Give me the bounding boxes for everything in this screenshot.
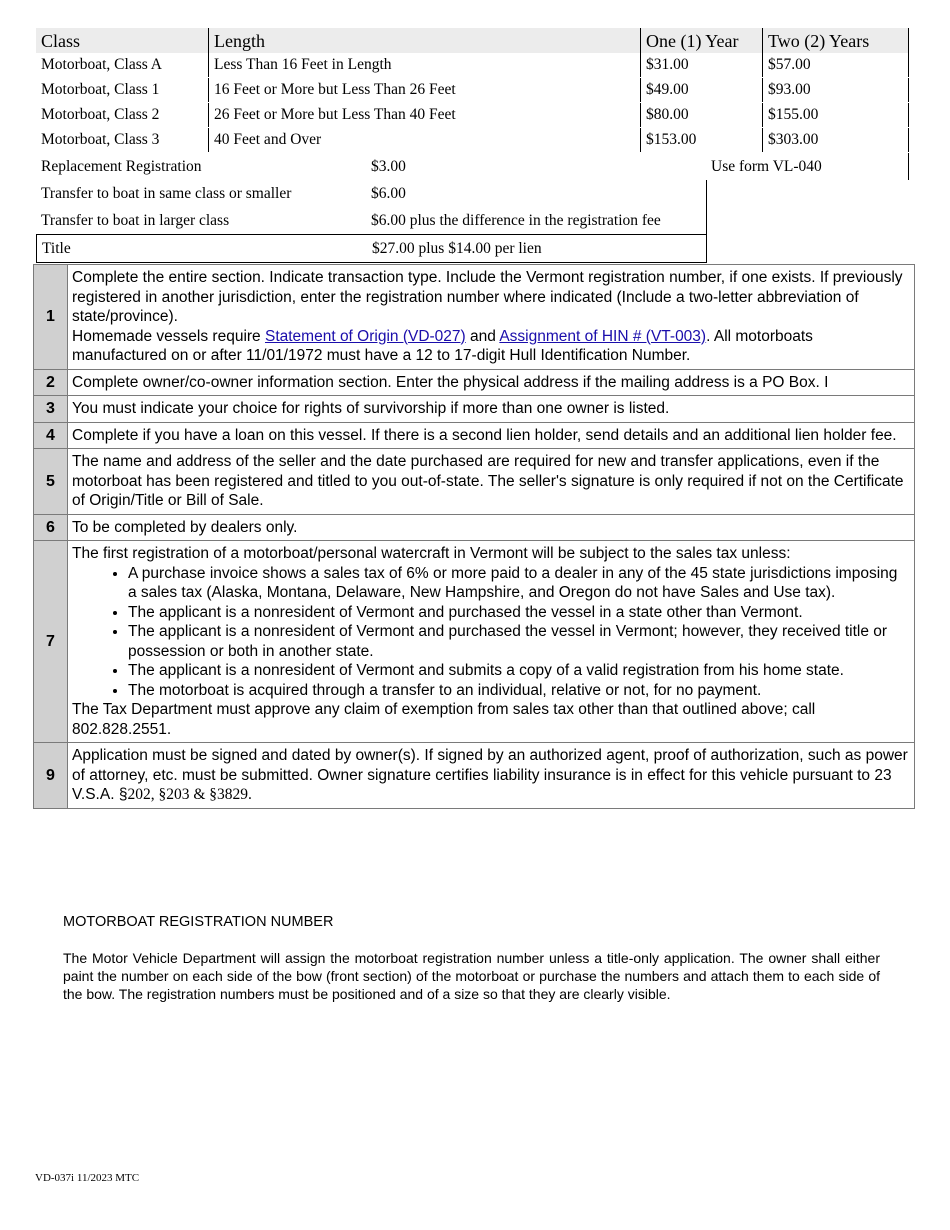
section-number: 1 [34, 265, 68, 370]
list-item: • The applicant is a nonresident of Vermont and purchased the vessel in Vermont; however, they received title or possession or both in another state. [128, 622, 910, 661]
header-class: Class [41, 31, 81, 51]
exemption-list [72, 564, 910, 701]
instruction-text: To be completed by dealers only. [68, 514, 915, 541]
homemade-text: Homemade vessels require [72, 327, 265, 345]
fee-amount: $3.00 [371, 158, 406, 175]
signature-text: Application must be signed and dated by owner(s). If signed by an authorized agent, proof of authorization, such as power of attorney, etc. must be submitted. Owner signature certifies liability insurance is in effect for this vehicle pursuant to 23 V.S.A. § [72, 747, 908, 803]
table-row [36, 53, 909, 77]
one-year-fee: $31.00 [640, 53, 762, 77]
class-cell: Motorboat, Class 1 [41, 81, 160, 98]
instruction-row [34, 369, 915, 396]
instruction-row [34, 743, 915, 809]
fee-amount: $6.00 [371, 185, 406, 202]
registration-number-paragraph: The Motor Vehicle Department will assign the motorboat registration number unless a title-only application. The owner shall either paint the number on each side of the bow (front section) of the motorboat or purchase the numbers and attach them to each side of the bow. The registration numbers must be positioned and of a size so that they are clearly visible. [63, 950, 880, 1002]
instruction-text: The name and address of the seller and the date purchased are required for new and transfer applications, even if the motorboat has been registered and titled to you out-of-state. The seller's signature is only required if not on the Certificate of Origin/Title or Bill of Sale. [68, 449, 915, 515]
one-year-fee: $80.00 [640, 103, 762, 127]
tax-department-note: The Tax Department must approve any claim of exemption from sales tax other than that outlined above; call 802.828.2551. [72, 701, 816, 738]
instruction-text [68, 541, 915, 743]
instruction-text [68, 743, 915, 809]
section-number: 6 [34, 514, 68, 541]
header-one-year: One (1) Year [640, 28, 762, 53]
class-cell: Motorboat, Class 2 [41, 106, 160, 123]
table-row [36, 128, 909, 152]
section-1-text: Complete the entire section. Indicate transaction type. Include the Vermont registration number, if one exists. If previously registered in another jurisdiction, enter the registration number where indicated (Include a two-letter abbreviation of state/province). [72, 269, 903, 325]
fee-note: Use form VL-040 [706, 153, 909, 180]
instruction-row [34, 541, 915, 743]
table-row [36, 207, 707, 234]
two-year-fee: $303.00 [762, 128, 909, 152]
section-number: 9 [34, 743, 68, 809]
one-year-fee: $49.00 [640, 78, 762, 102]
instruction-row [34, 396, 915, 423]
statute-reference: 202, §203 & §3829. [127, 786, 252, 803]
section-number: 5 [34, 449, 68, 515]
two-year-fee: $93.00 [762, 78, 909, 102]
two-year-fee: $57.00 [762, 53, 909, 77]
sales-tax-intro: The first registration of a motorboat/personal watercraft in Vermont will be subject to the sales tax unless: [72, 545, 791, 562]
section-number: 7 [34, 541, 68, 743]
header-two-years: Two (2) Years [762, 28, 909, 53]
section-number: 3 [34, 396, 68, 423]
class-cell: Motorboat, Class 3 [41, 131, 160, 148]
section-title: MOTORBOAT REGISTRATION NUMBER [63, 914, 334, 930]
fee-item: Transfer to boat in same class or smaller [41, 185, 292, 202]
header-length: Length [208, 28, 640, 53]
one-year-fee: $153.00 [640, 128, 762, 152]
hull-id-text: . All motorboats manufactured on or after 11/01/1972 must have a 12 to 17-digit Hull Identification Number. [72, 327, 813, 364]
length-cell: 26 Feet or More but Less Than 40 Feet [208, 103, 640, 127]
instruction-text: Complete owner/co-owner information section. Enter the physical address if the mailing address is a PO Box. I [68, 369, 915, 396]
table-row [36, 103, 909, 127]
instruction-row [34, 422, 915, 449]
length-cell: 40 Feet and Over [208, 128, 640, 152]
list-item: • The motorboat is acquired through a transfer to an individual, relative or not, for no payment. [128, 681, 910, 701]
instruction-text: You must indicate your choice for rights of survivorship if more than one owner is listed. [68, 396, 915, 423]
length-cell: Less Than 16 Feet in Length [208, 53, 640, 77]
two-year-fee: $155.00 [762, 103, 909, 127]
table-row [36, 153, 909, 180]
instruction-text: Complete if you have a loan on this vessel. If there is a second lien holder, send details and an additional lien holder fee. [68, 422, 915, 449]
section-number: 4 [34, 422, 68, 449]
fee-item: Transfer to boat in larger class [41, 212, 230, 229]
fee-table-header [36, 28, 909, 53]
table-row [36, 78, 909, 102]
instruction-row [34, 514, 915, 541]
statement-of-origin-link[interactable]: Statement of Origin (VD-027) [264, 327, 466, 345]
and-text: and [465, 327, 500, 345]
table-row [36, 234, 707, 263]
instruction-text [68, 265, 915, 370]
assignment-of-hin-link[interactable]: Assignment of HIN # (VT-003) [499, 327, 707, 345]
form-footer: VD-037i 11/2023 MTC [35, 1172, 140, 1184]
instruction-row [34, 265, 915, 370]
fee-amount: $27.00 plus $14.00 per lien [372, 240, 542, 257]
class-cell: Motorboat, Class A [41, 56, 162, 73]
instructions-table [33, 264, 915, 809]
length-cell: 16 Feet or More but Less Than 26 Feet [208, 78, 640, 102]
fee-item: Title [42, 240, 71, 257]
list-item: • The applicant is a nonresident of Vermont and purchased the vessel in a state other than Vermont. [128, 603, 910, 623]
section-number: 2 [34, 369, 68, 396]
table-row [36, 180, 707, 207]
list-item: • The applicant is a nonresident of Vermont and submits a copy of a valid registration from his home state. [128, 661, 910, 681]
fee-item: Replacement Registration [41, 158, 202, 175]
list-item: • A purchase invoice shows a sales tax of 6% or more paid to a dealer in any of the 45 state jurisdictions imposing a sales tax (Alaska, Montana, Delaware, New Hampshire, and Oregon do not have Sales and Use tax). [128, 564, 910, 603]
fee-amount: $6.00 plus the difference in the registration fee [371, 212, 661, 229]
instruction-row [34, 449, 915, 515]
